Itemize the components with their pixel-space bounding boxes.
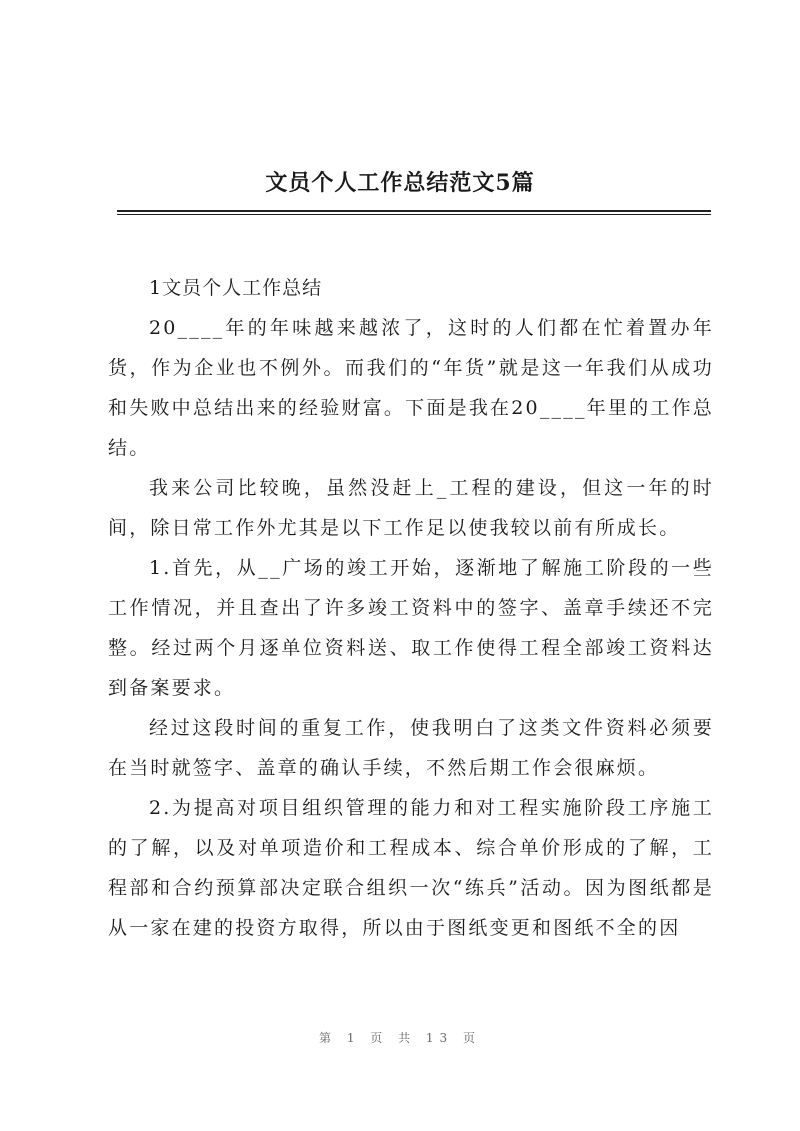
paragraph: 20____年的年味越来越浓了，这时的人们都在忙着置办年货，作为企业也不例外。而我们的“年货”就是这一年我们从成功和失败中总结出来的经验财富。下面是我在20____年里的工作总结。 [108, 317, 714, 459]
page-footer: 第 1 页 共 13 页 [319, 1031, 481, 1045]
document-title: 文员个人工作总结范文5篇 [265, 170, 535, 196]
paragraph: 1.首先，从__广场的竣工开始，逐渐地了解施工阶段的一些工作情况，并且查出了许多竣工资料中的签字、盖章手续还不完整。经过两个月逐单位资料送、取工作使得工程全部竣工资料达到备案要求。 [108, 557, 714, 699]
document-body [108, 268, 714, 948]
paragraph: 2.为提高对项目组织管理的能力和对工程实施阶段工序施工的了解，以及对单项造价和工程成本、综合单价形成的了解，工程部和合约预算部决定联合组织一次“练兵”活动。因为图纸都是从一家在建的投资方取得，所以由于图纸变更和图纸不全的因 [108, 797, 714, 939]
paragraph: 经过这段时间的重复工作，使我明白了这类文件资料必须要在当时就签字、盖章的确认手续，不然后期工作会很麻烦。 [108, 717, 714, 779]
paragraph: 我来公司比较晚，虽然没赶上_工程的建设，但这一年的时间，除日常工作外尤其是以下工作足以使我较以前有所成长。 [108, 477, 714, 539]
title-divider [117, 210, 711, 215]
section-heading: 1文员个人工作总结 [149, 277, 323, 299]
